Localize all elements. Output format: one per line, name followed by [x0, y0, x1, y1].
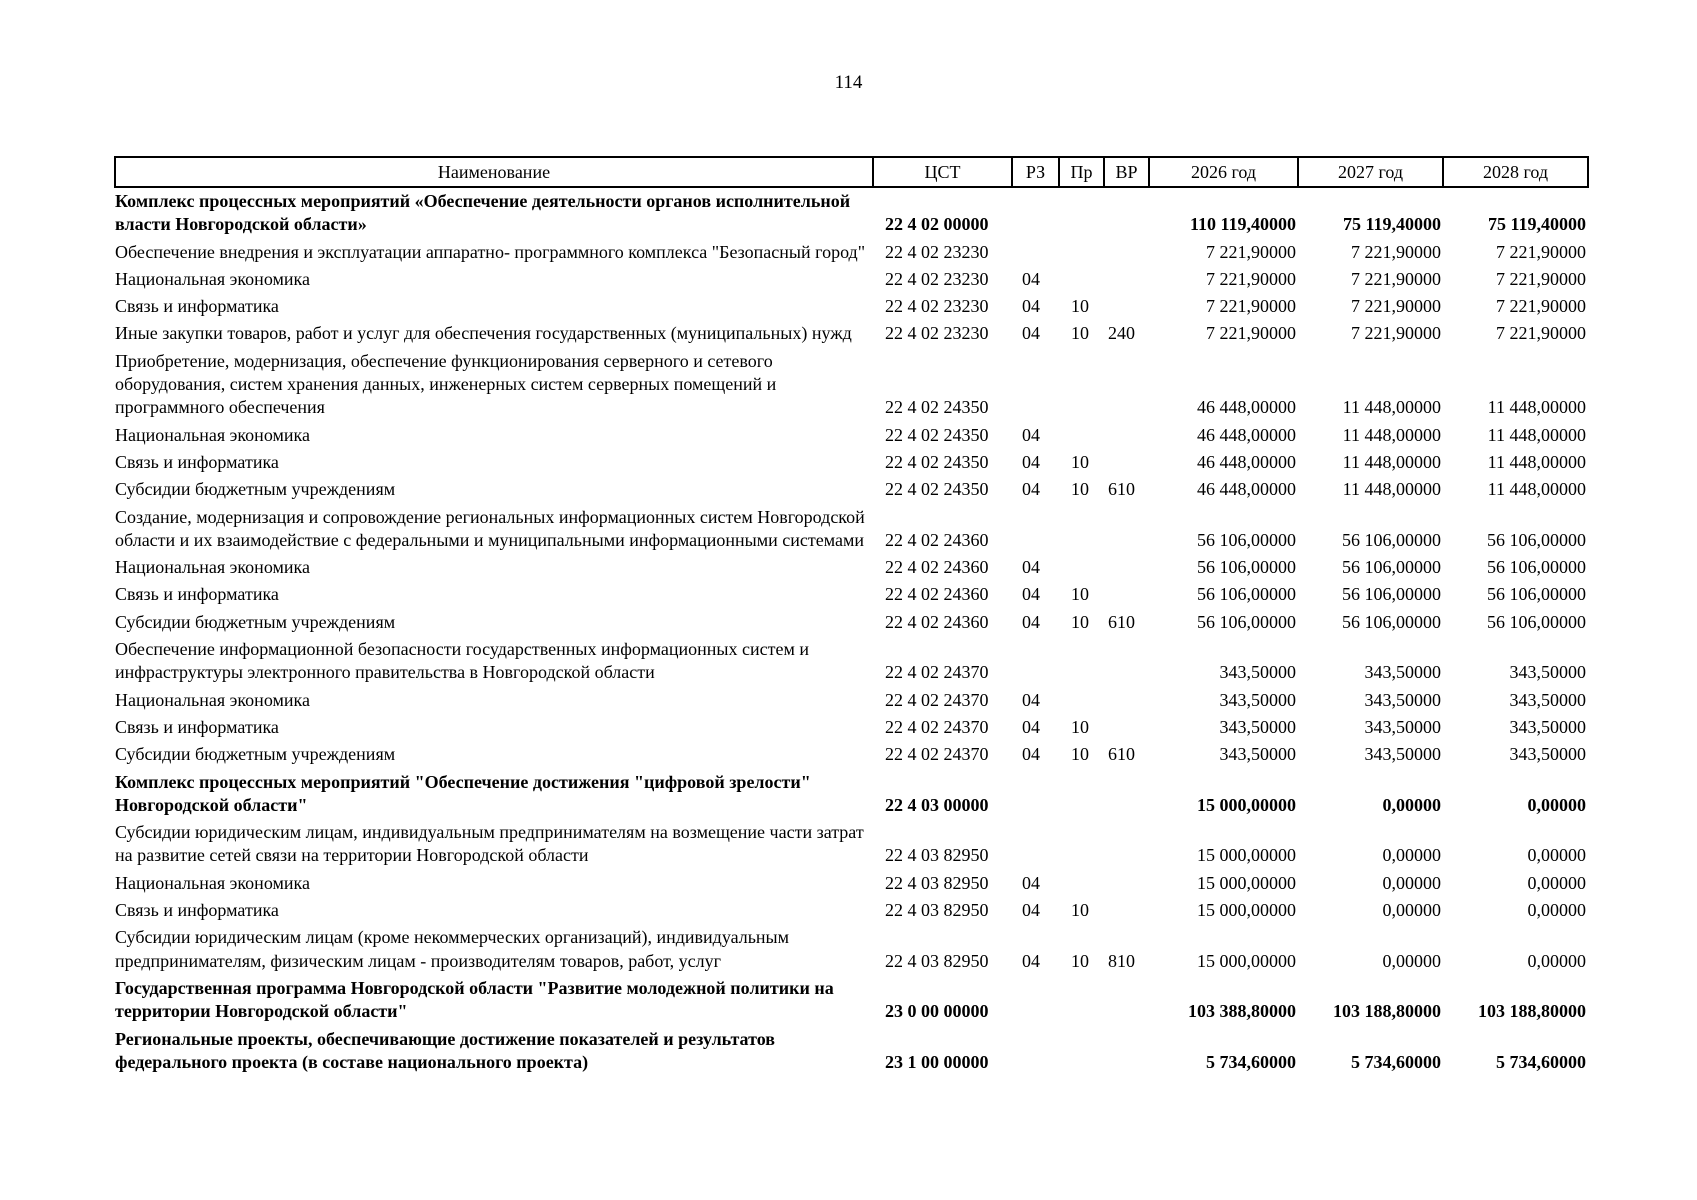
cell-cst: 22 4 02 23230 [885, 296, 989, 317]
table-row [115, 239, 1588, 266]
cell-pr [1059, 975, 1104, 1026]
table-row [115, 1026, 1588, 1077]
cell-rz: 04 [1022, 716, 1040, 737]
cell-2028: 7 221,90000 [1496, 268, 1586, 289]
header-cst: ЦСТ [873, 157, 1012, 187]
cell-2027: 56 106,00000 [1342, 611, 1441, 632]
header-2026: 2026 год [1149, 157, 1298, 187]
cell-2026: 15 000,00000 [1197, 845, 1296, 866]
cell-vr: 610 [1108, 611, 1135, 632]
cell-cst: 22 4 02 23230 [885, 241, 989, 262]
cell-2026: 343,50000 [1219, 689, 1296, 710]
table-row [115, 266, 1588, 293]
cell-vr [1104, 714, 1149, 741]
cell-2026: 46 448,00000 [1197, 451, 1296, 472]
cell-name: Национальная экономика [115, 689, 310, 710]
cell-vr [1104, 1026, 1149, 1077]
table-row [115, 449, 1588, 476]
cell-2028: 343,50000 [1509, 716, 1586, 737]
cell-rz: 04 [1022, 268, 1040, 289]
cell-rz: 04 [1022, 424, 1040, 445]
cell-rz [1012, 504, 1059, 555]
cell-vr [1104, 769, 1149, 820]
cell-name: Связь и информатика [115, 296, 279, 317]
cell-vr [1104, 554, 1149, 581]
table-row [115, 554, 1588, 581]
cell-cst: 22 4 02 24350 [885, 479, 989, 500]
cell-pr [1059, 266, 1104, 293]
cell-cst: 22 4 02 23230 [885, 323, 989, 344]
table-row [115, 687, 1588, 714]
cell-vr [1104, 266, 1149, 293]
cell-rz [1012, 769, 1059, 820]
cell-name: Связь и информатика [115, 716, 279, 737]
cell-pr: 10 [1071, 584, 1089, 605]
table-row [115, 348, 1588, 422]
cell-2028: 11 448,00000 [1487, 479, 1586, 500]
cell-2027: 11 448,00000 [1342, 479, 1441, 500]
cell-cst: 23 0 00 00000 [885, 1001, 989, 1022]
cell-vr [1104, 187, 1149, 239]
cell-2027: 7 221,90000 [1351, 241, 1441, 262]
cell-vr [1104, 897, 1149, 924]
table-row [115, 975, 1588, 1026]
cell-2028: 343,50000 [1509, 744, 1586, 765]
cell-rz [1012, 348, 1059, 422]
cell-2026: 46 448,00000 [1197, 479, 1296, 500]
cell-vr [1104, 293, 1149, 320]
cell-name: Связь и информатика [115, 584, 279, 605]
cell-name: Государственная программа Новгородской области "Развитие молодежной политики на территории Новгородской области" [115, 977, 834, 1022]
cell-cst: 22 4 02 24360 [885, 611, 989, 632]
cell-2028: 0,00000 [1527, 950, 1586, 971]
cell-rz [1012, 819, 1059, 870]
cell-2026: 15 000,00000 [1197, 872, 1296, 893]
cell-rz [1012, 1026, 1059, 1077]
cell-2026: 15 000,00000 [1197, 794, 1296, 815]
cell-pr: 10 [1071, 323, 1089, 344]
cell-2027: 0,00000 [1382, 845, 1441, 866]
cell-2028: 7 221,90000 [1496, 323, 1586, 344]
cell-2026: 56 106,00000 [1197, 557, 1296, 578]
cell-2028: 103 188,80000 [1478, 1001, 1586, 1022]
cell-2026: 56 106,00000 [1197, 529, 1296, 550]
cell-name: Региональные проекты, обеспечивающие достижение показателей и результатов федерального проекта (в составе национального проекта) [115, 1028, 775, 1072]
cell-name: Связь и информатика [115, 900, 279, 921]
cell-name: Связь и информатика [115, 451, 279, 472]
cell-2027: 7 221,90000 [1351, 268, 1441, 289]
cell-vr [1104, 975, 1149, 1026]
header-name: Наименование [115, 157, 873, 187]
cell-cst: 22 4 03 82950 [885, 872, 989, 893]
cell-pr: 10 [1071, 296, 1089, 317]
cell-vr [1104, 870, 1149, 897]
cell-cst: 22 4 02 24370 [885, 744, 989, 765]
cell-cst: 22 4 02 24350 [885, 397, 989, 418]
cell-2026: 7 221,90000 [1206, 241, 1296, 262]
cell-rz: 04 [1022, 611, 1040, 632]
cell-pr: 10 [1071, 451, 1089, 472]
cell-2028: 0,00000 [1527, 900, 1586, 921]
table-row [115, 609, 1588, 636]
cell-vr [1104, 636, 1149, 687]
cell-vr [1104, 239, 1149, 266]
cell-pr: 10 [1071, 611, 1089, 632]
cell-2027: 343,50000 [1364, 662, 1441, 683]
cell-rz [1012, 239, 1059, 266]
cell-name: Создание, модернизация и сопровождение региональных информационных систем Новгородской области и их взаимодействие с федеральными и муниципальными информационными системами [115, 506, 865, 550]
table-row [115, 293, 1588, 320]
table-row [115, 476, 1588, 503]
cell-cst: 22 4 03 82950 [885, 950, 989, 971]
cell-2028: 11 448,00000 [1487, 424, 1586, 445]
cell-cst: 22 4 02 24360 [885, 557, 989, 578]
cell-2026: 110 119,40000 [1189, 214, 1296, 235]
cell-vr [1104, 581, 1149, 608]
cell-name: Субсидии бюджетным учреждениям [115, 479, 396, 500]
cell-pr [1059, 769, 1104, 820]
cell-2027: 0,00000 [1382, 950, 1441, 971]
cell-2027: 56 106,00000 [1342, 584, 1441, 605]
cell-2028: 75 119,40000 [1487, 214, 1586, 235]
table-row [115, 581, 1588, 608]
cell-name: Комплекс процессных мероприятий «Обеспечение деятельности органов исполнительной власти Новгородской области» [115, 191, 851, 235]
cell-name: Национальная экономика [115, 268, 310, 289]
cell-2028: 56 106,00000 [1487, 557, 1586, 578]
cell-pr: 10 [1071, 479, 1089, 500]
cell-2028: 11 448,00000 [1487, 451, 1586, 472]
cell-rz [1012, 187, 1059, 239]
table-row [115, 422, 1588, 449]
cell-2028: 7 221,90000 [1496, 241, 1586, 262]
cell-2027: 0,00000 [1382, 794, 1441, 815]
table-row [115, 636, 1588, 687]
cell-name: Комплекс процессных мероприятий "Обеспечение достижения "цифровой зрелости" Новгородской области" [115, 771, 811, 815]
header-pr: Пр [1059, 157, 1104, 187]
cell-cst: 22 4 02 23230 [885, 268, 989, 289]
cell-pr [1059, 870, 1104, 897]
cell-vr [1104, 449, 1149, 476]
cell-cst: 23 1 00 00000 [885, 1051, 989, 1072]
cell-2027: 7 221,90000 [1351, 323, 1441, 344]
cell-rz: 04 [1022, 323, 1040, 344]
cell-2028: 343,50000 [1509, 662, 1586, 683]
cell-cst: 22 4 02 24350 [885, 451, 989, 472]
table-body [115, 187, 1588, 1076]
cell-cst: 22 4 02 24360 [885, 529, 989, 550]
cell-rz [1012, 975, 1059, 1026]
header-vr: ВР [1104, 157, 1149, 187]
cell-rz [1012, 636, 1059, 687]
cell-name: Приобретение, модернизация, обеспечение функционирования серверного и сетевого оборудования, систем хранения данных, инженерных систем серверных помещений и программного обеспечения [115, 350, 777, 418]
cell-2026: 343,50000 [1219, 662, 1296, 683]
cell-vr [1104, 687, 1149, 714]
cell-name: Иные закупки товаров, работ и услуг для обеспечения государственных (муниципальных) нужд [115, 323, 852, 344]
cell-name: Обеспечение внедрения и эксплуатации аппаратно- программного комплекса "Безопасный город" [115, 241, 866, 262]
cell-rz: 04 [1022, 479, 1040, 500]
cell-name: Национальная экономика [115, 557, 310, 578]
table-row [115, 897, 1588, 924]
cell-rz: 04 [1022, 557, 1040, 578]
cell-2026: 15 000,00000 [1197, 950, 1296, 971]
cell-2028: 7 221,90000 [1496, 296, 1586, 317]
cell-2026: 7 221,90000 [1206, 296, 1296, 317]
table-header-row [115, 157, 1588, 187]
cell-2028: 0,00000 [1527, 872, 1586, 893]
cell-pr [1059, 504, 1104, 555]
cell-vr [1104, 348, 1149, 422]
cell-2028: 56 106,00000 [1487, 584, 1586, 605]
table-row [115, 187, 1588, 239]
cell-name: Субсидии юридическим лицам (кроме некоммерческих организаций), индивидуальным предпринимателям, физическим лицам - производителям товаров, работ, услуг [115, 927, 790, 971]
cell-rz: 04 [1022, 872, 1040, 893]
cell-2027: 103 188,80000 [1333, 1001, 1441, 1022]
cell-name: Национальная экономика [115, 872, 310, 893]
cell-pr: 10 [1071, 744, 1089, 765]
cell-vr [1104, 422, 1149, 449]
cell-2026: 56 106,00000 [1197, 611, 1296, 632]
cell-2026: 7 221,90000 [1206, 268, 1296, 289]
cell-pr [1059, 348, 1104, 422]
cell-2026: 15 000,00000 [1197, 900, 1296, 921]
cell-2027: 343,50000 [1364, 744, 1441, 765]
cell-pr: 10 [1071, 900, 1089, 921]
cell-2026: 46 448,00000 [1197, 424, 1296, 445]
cell-cst: 22 4 02 00000 [885, 214, 989, 235]
cell-2027: 7 221,90000 [1351, 296, 1441, 317]
budget-table [114, 156, 1589, 1076]
cell-2027: 11 448,00000 [1342, 424, 1441, 445]
cell-2026: 343,50000 [1219, 716, 1296, 737]
cell-name: Обеспечение информационной безопасности государственных информационных систем и инфраструктуры электронного правительства в Новгородской области [115, 639, 809, 683]
header-rz: РЗ [1012, 157, 1059, 187]
cell-pr [1059, 187, 1104, 239]
cell-vr: 610 [1108, 744, 1135, 765]
cell-name: Субсидии бюджетным учреждениям [115, 611, 396, 632]
cell-cst: 22 4 03 82950 [885, 845, 989, 866]
cell-pr [1059, 554, 1104, 581]
table-row [115, 769, 1588, 820]
cell-pr [1059, 819, 1104, 870]
page-number: 114 [834, 72, 863, 93]
cell-vr [1104, 504, 1149, 555]
cell-name: Субсидии юридическим лицам, индивидуальным предпринимателям на возмещение части затрат на развитие сетей связи на территории Новгородской области [115, 822, 864, 866]
cell-rz: 04 [1022, 744, 1040, 765]
cell-2026: 7 221,90000 [1206, 323, 1296, 344]
cell-pr: 10 [1071, 716, 1089, 737]
cell-pr [1059, 239, 1104, 266]
cell-2028: 0,00000 [1527, 794, 1586, 815]
cell-2027: 0,00000 [1382, 900, 1441, 921]
cell-2028: 343,50000 [1509, 689, 1586, 710]
cell-2027: 343,50000 [1364, 716, 1441, 737]
cell-2026: 56 106,00000 [1197, 584, 1296, 605]
cell-pr [1059, 422, 1104, 449]
header-2028: 2028 год [1443, 157, 1588, 187]
cell-rz: 04 [1022, 950, 1040, 971]
table-row [115, 870, 1588, 897]
cell-rz: 04 [1022, 451, 1040, 472]
cell-rz: 04 [1022, 296, 1040, 317]
cell-2027: 11 448,00000 [1342, 397, 1441, 418]
cell-rz: 04 [1022, 689, 1040, 710]
cell-2028: 56 106,00000 [1487, 611, 1586, 632]
cell-cst: 22 4 02 24370 [885, 662, 989, 683]
cell-2027: 75 119,40000 [1342, 214, 1441, 235]
cell-2026: 343,50000 [1219, 744, 1296, 765]
cell-pr [1059, 687, 1104, 714]
table-row [115, 320, 1588, 347]
cell-cst: 22 4 02 24370 [885, 716, 989, 737]
cell-2027: 5 734,60000 [1351, 1051, 1441, 1072]
cell-name: Субсидии бюджетным учреждениям [115, 744, 396, 765]
cell-cst: 22 4 03 00000 [885, 794, 989, 815]
cell-vr [1104, 819, 1149, 870]
cell-2026: 5 734,60000 [1206, 1051, 1296, 1072]
table-row [115, 714, 1588, 741]
cell-2028: 0,00000 [1527, 845, 1586, 866]
cell-vr: 240 [1108, 323, 1135, 344]
cell-2028: 56 106,00000 [1487, 529, 1586, 550]
table-row [115, 924, 1588, 975]
table-row [115, 819, 1588, 870]
cell-2026: 103 388,80000 [1188, 1001, 1296, 1022]
cell-name: Национальная экономика [115, 424, 310, 445]
cell-2026: 46 448,00000 [1197, 397, 1296, 418]
cell-cst: 22 4 03 82950 [885, 900, 989, 921]
cell-2027: 0,00000 [1382, 872, 1441, 893]
cell-cst: 22 4 02 24360 [885, 584, 989, 605]
cell-cst: 22 4 02 24370 [885, 689, 989, 710]
cell-vr: 610 [1108, 479, 1135, 500]
header-2027: 2027 год [1298, 157, 1443, 187]
table-row [115, 504, 1588, 555]
table-row [115, 741, 1588, 768]
cell-rz: 04 [1022, 584, 1040, 605]
cell-2028: 5 734,60000 [1496, 1051, 1586, 1072]
cell-2027: 343,50000 [1364, 689, 1441, 710]
cell-2027: 56 106,00000 [1342, 529, 1441, 550]
cell-pr [1059, 1026, 1104, 1077]
cell-2028: 11 448,00000 [1487, 397, 1586, 418]
cell-cst: 22 4 02 24350 [885, 424, 989, 445]
cell-2027: 11 448,00000 [1342, 451, 1441, 472]
cell-pr [1059, 636, 1104, 687]
cell-pr: 10 [1071, 950, 1089, 971]
cell-vr: 810 [1108, 950, 1135, 971]
cell-rz: 04 [1022, 900, 1040, 921]
cell-2027: 56 106,00000 [1342, 557, 1441, 578]
